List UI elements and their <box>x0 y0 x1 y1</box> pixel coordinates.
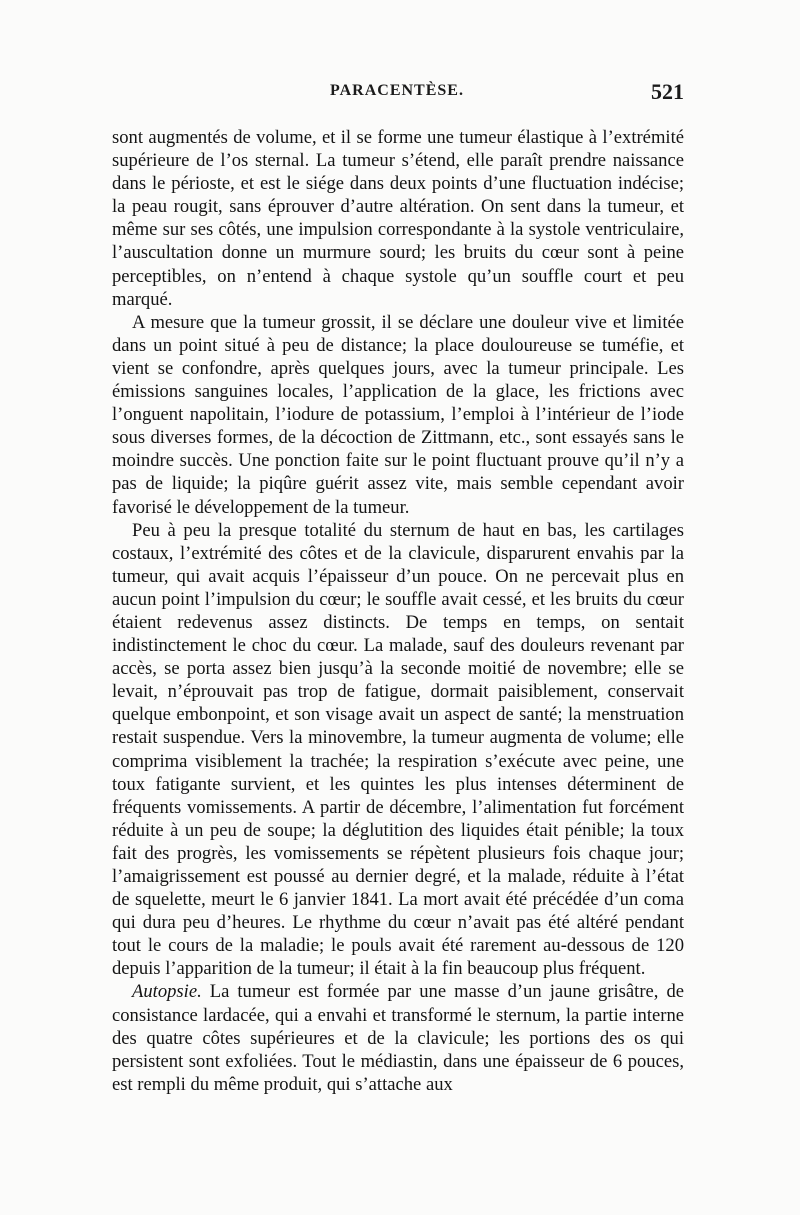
page-header <box>110 79 684 116</box>
paragraph: A mesure que la tumeur grossit, il se déclare une douleur vive et limitée dans un point situé à peu de distance; la place douloureuse se tuméfie, et vient se confondre, après quelques jours, avec la tumeur principale. Les émissions sanguines locales, l’application de la glace, les frictions avec l’onguent napolitain, l’iodure de potassium, l’emploi à l’intérieur de l’iode sous diverses formes, de la décoction de Zittmann, etc., sont essayés sans le moindre succès. Une ponction faite sur le point fluctuant prouve qu’il n’y a pas de liquide; la piqûre guérit assez vite, mais semble cependant avoir favorisé le développement de la tumeur. <box>112 311 684 518</box>
body-text <box>112 126 684 1096</box>
autopsie-label: Autopsie. <box>132 981 202 1003</box>
page-number: 521 <box>651 79 684 104</box>
autopsie-text: La tumeur est formée par une masse d’un jaune grisâtre, de consistance lardacée, qui a envahi et transformé le sternum, la partie interne des quatre côtes supérieures et de la clavicule; les portions des os qui persistent sont exfoliées. Tout le médiastin, dans une épaisseur de 6 pouces, est rempli du même produit, qui s’attache aux <box>112 981 684 1095</box>
running-title: PARACENTÈSE. <box>330 82 464 99</box>
paragraph: Peu à peu la presque totalité du sternum de haut en bas, les cartilages costaux, l’extrémité des côtes et de la clavicule, disparurent envahis par la tumeur, qui avait acquis l’épaisseur d’un pouce. On ne percevait plus en aucun point l’impulsion du cœur; le souffle avait cessé, et les bruits du cœur étaient redevenus assez distincts. De temps en temps, on sentait indistinctement le choc du cœur. La malade, sauf des douleurs revenant par accès, se porta assez bien jusqu’à la seconde moitié de novembre; elle se levait, n’éprouvait pas trop de fatigue, dormait paisiblement, conservait quelque embonpoint, et son visage avait un aspect de santé; la menstruation restait suspendue. Vers la minovembre, la tumeur augmenta de volume; elle comprima visiblement la trachée; la respiration s’exécute avec peine, une toux fatigante survient, et les quintes les plus intenses déterminent de fréquents vomissements. A partir de décembre, l’alimentation fut forcément réduite à un peu de soupe; la déglutition des liquides était pénible; la toux fait des progrès, les vomissements se répètent plusieurs fois chaque jour; l’amaigrissement est poussé au dernier degré, et la malade, réduite à l’état de squelette, meurt le 6 janvier 1841. La mort avait été précédée d’un coma qui dura peu d’heures. Le rhythme du cœur n’avait pas été altéré pendant tout le cours de la maladie; le pouls avait été rarement au-dessous de 120 depuis l’apparition de la tumeur; il était à la fin beaucoup plus fréquent. <box>112 519 684 980</box>
paragraph-autopsie <box>112 980 684 1095</box>
paragraph: sont augmentés de volume, et il se forme une tumeur élastique à l’extrémité supérieure de l’os sternal. La tumeur s’étend, elle paraît prendre naissance dans le périoste, et est le siége dans deux points d’une fluctuation indécise; la peau rougit, sans éprouver d’autre altération. On sent dans la tumeur, et même sur ses côtés, une impulsion correspondante à la systole ventriculaire, l’auscultation donne un murmure sourd; les bruits du cœur sont à peine perceptibles, on n’entend à chaque systole qu’un souffle court et peu marqué. <box>112 127 684 310</box>
